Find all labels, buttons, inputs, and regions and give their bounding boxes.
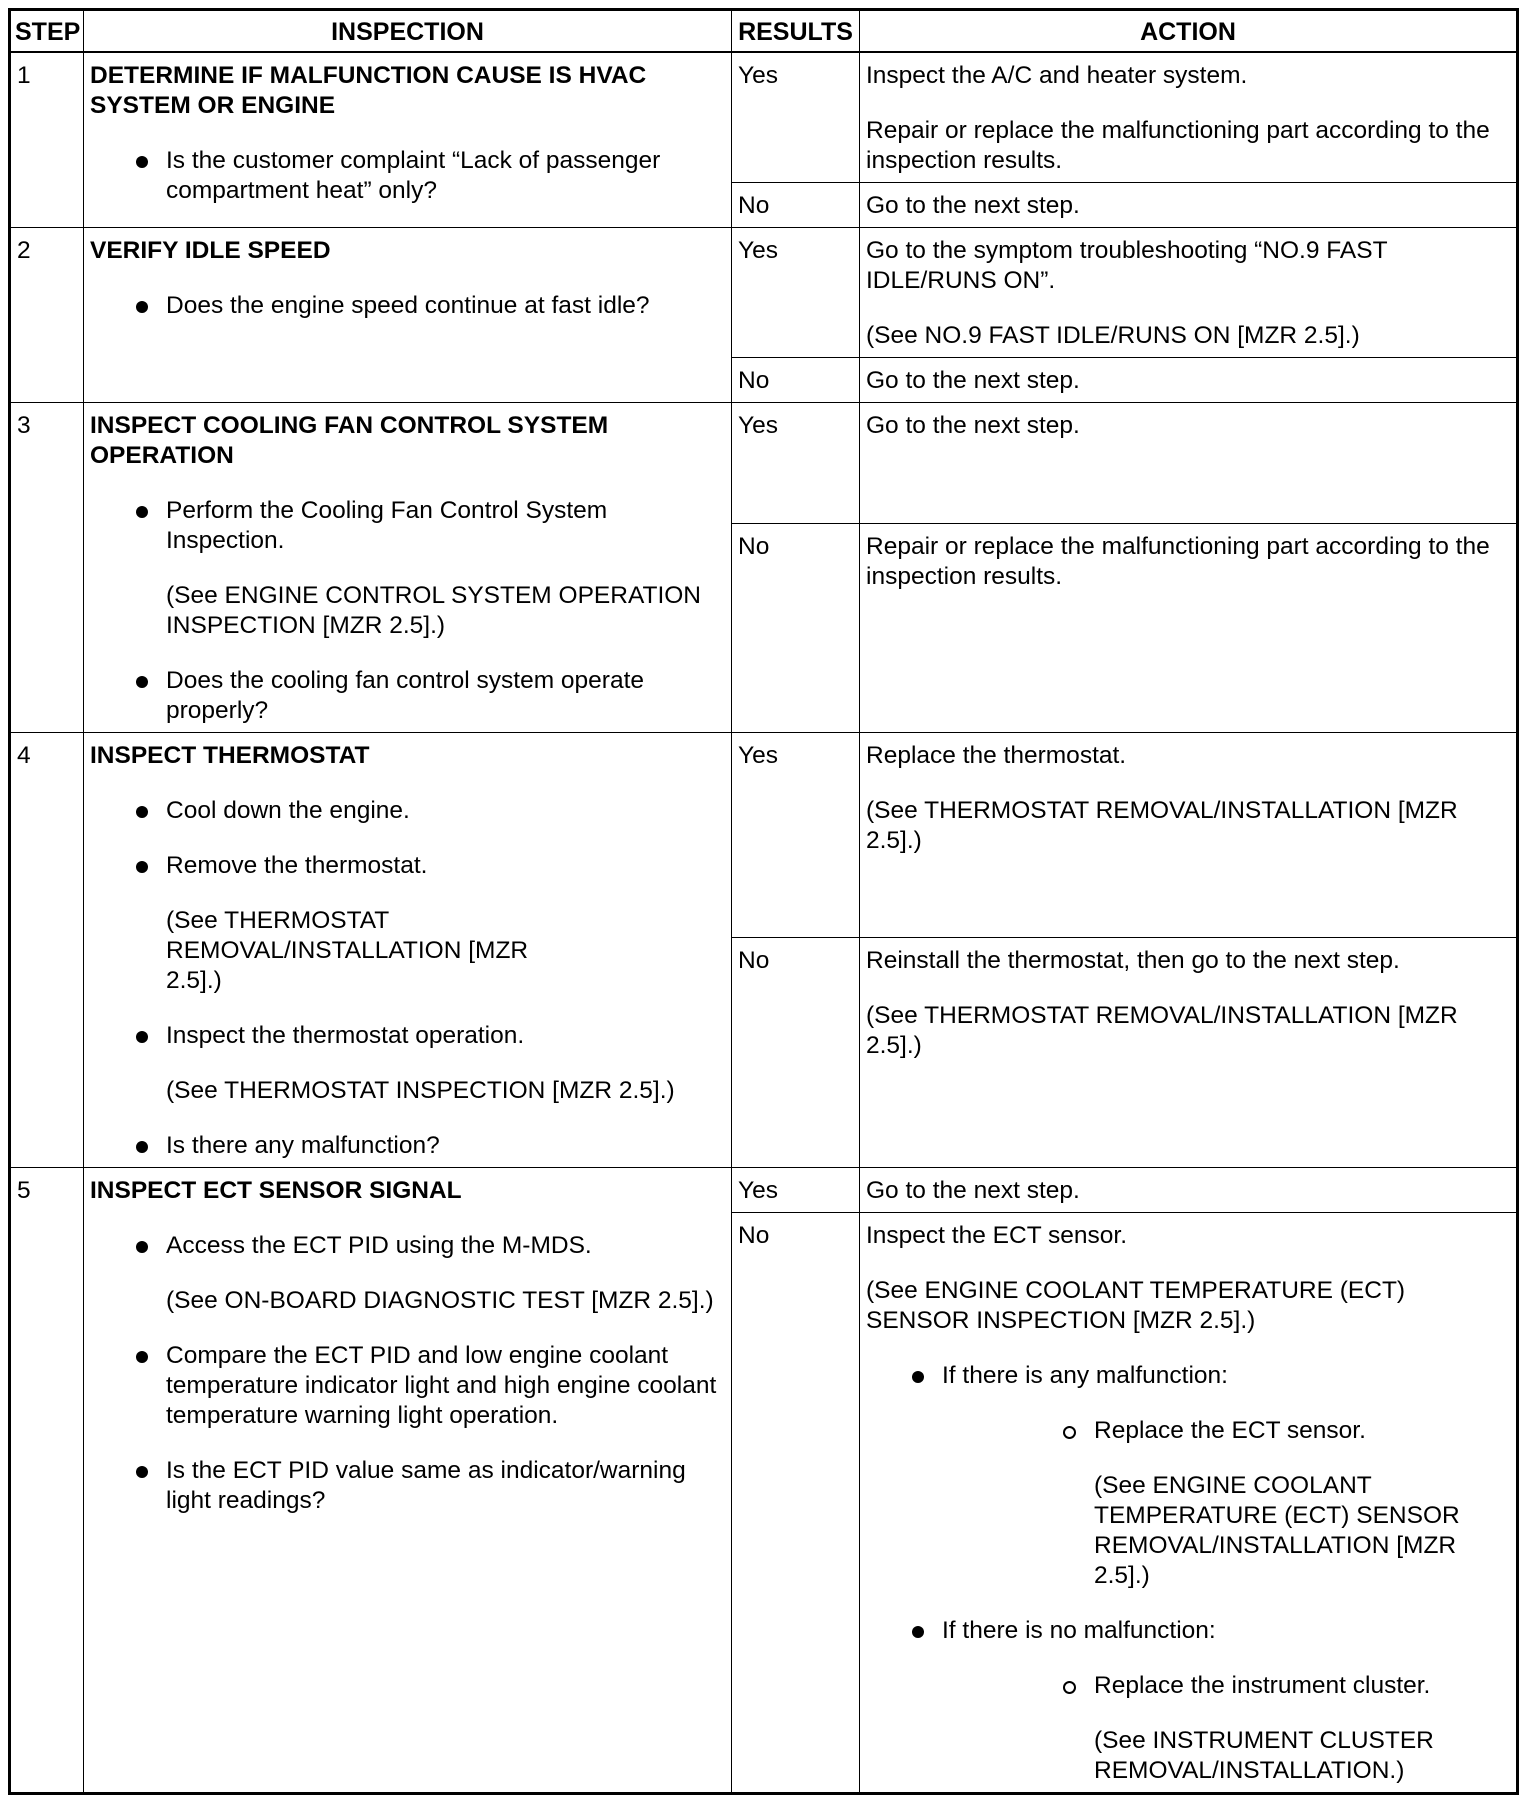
- action-cell: [860, 938, 1518, 1168]
- inspection-bullet: Perform the Cooling Fan Control System Inspection.: [90, 496, 725, 556]
- step-title: INSPECT COOLING FAN CONTROL SYSTEM OPERATION: [90, 412, 609, 469]
- action-text: (See ENGINE COOLANT TEMPERATURE (ECT) SENSOR INSPECTION [MZR 2.5].): [866, 1277, 1406, 1334]
- inspection-bullet: Access the ECT PID using the M-MDS.: [90, 1231, 725, 1261]
- step-number: 5: [10, 1168, 84, 1794]
- action-text: Reinstall the thermostat, then go to the next step.: [866, 947, 1400, 974]
- action-text: Go to the next step.: [866, 412, 1080, 439]
- action-cell: [860, 403, 1518, 524]
- action-cell: [860, 52, 1518, 183]
- action-cell: [860, 1168, 1518, 1213]
- inspection-cell: [84, 1168, 732, 1794]
- inspection-cell: [84, 403, 732, 733]
- action-text: (See THERMOSTAT REMOVAL/INSTALLATION [MZR 2.5].): [866, 1002, 1458, 1059]
- table-row: [10, 403, 1518, 524]
- table-row: [10, 52, 1518, 183]
- inspection-reference: (See THERMOSTAT REMOVAL/INSTALLATION [MZR 2.5].): [166, 907, 529, 994]
- step-number: 3: [10, 403, 84, 733]
- table-row: [10, 228, 1518, 358]
- action-text: Inspect the ECT sensor.: [866, 1222, 1128, 1249]
- action-cell: [860, 524, 1518, 733]
- action-text: (See NO.9 FAST IDLE/RUNS ON [MZR 2.5].): [866, 322, 1360, 349]
- step-title: VERIFY IDLE SPEED: [90, 237, 331, 264]
- inspection-reference: (See ON-BOARD DIAGNOSTIC TEST [MZR 2.5].): [166, 1287, 714, 1314]
- inspection-bullet: Inspect the thermostat operation.: [90, 1021, 725, 1051]
- action-cell: [860, 228, 1518, 358]
- result-no: No: [732, 524, 860, 733]
- action-text: (See THERMOSTAT REMOVAL/INSTALLATION [MZR 2.5].): [866, 797, 1458, 854]
- step-number: 4: [10, 733, 84, 1168]
- inspection-reference: (See THERMOSTAT INSPECTION [MZR 2.5].): [166, 1077, 675, 1104]
- inspection-cell: [84, 733, 732, 1168]
- result-no: No: [732, 183, 860, 228]
- inspection-bullet: Does the engine speed continue at fast idle?: [90, 291, 725, 321]
- inspection-bullet: Does the cooling fan control system operate properly?: [90, 666, 725, 726]
- result-yes: Yes: [732, 733, 860, 938]
- action-text: Go to the symptom troubleshooting “NO.9 FAST IDLE/RUNS ON”.: [866, 237, 1388, 294]
- action-text: Go to the next step.: [866, 1177, 1080, 1204]
- result-yes: Yes: [732, 52, 860, 183]
- action-bullet: If there is any malfunction:: [866, 1361, 1510, 1391]
- result-no: No: [732, 358, 860, 403]
- action-text: Go to the next step.: [866, 192, 1080, 219]
- action-cell: [860, 1213, 1518, 1794]
- header-inspection: INSPECTION: [84, 10, 732, 53]
- inspection-bullet: Is the ECT PID value same as indicator/warning light readings?: [90, 1456, 725, 1516]
- inspection-reference: (See ENGINE CONTROL SYSTEM OPERATION INSPECTION [MZR 2.5].): [166, 582, 702, 639]
- result-yes: Yes: [732, 1168, 860, 1213]
- inspection-cell: [84, 228, 732, 403]
- table-row: [10, 733, 1518, 938]
- inspection-cell: [84, 52, 732, 228]
- step-title: DETERMINE IF MALFUNCTION CAUSE IS HVAC SYSTEM OR ENGINE: [90, 62, 647, 119]
- table-row: [10, 1168, 1518, 1213]
- header-action: ACTION: [860, 10, 1518, 53]
- header-results: RESULTS: [732, 10, 860, 53]
- action-cell: [860, 358, 1518, 403]
- action-reference: (See ENGINE COOLANT TEMPERATURE (ECT) SENSOR REMOVAL/INSTALLATION [MZR 2.5].): [1094, 1472, 1460, 1589]
- result-no: No: [732, 938, 860, 1168]
- header-step: STEP: [10, 10, 84, 53]
- inspection-bullet: Compare the ECT PID and low engine coolant temperature indicator light and high engine coolant temperature warning light operation.: [90, 1341, 725, 1431]
- step-title: INSPECT THERMOSTAT: [90, 742, 370, 769]
- action-text: Inspect the A/C and heater system.: [866, 62, 1248, 89]
- action-sub-bullet: Replace the instrument cluster.: [866, 1671, 1510, 1701]
- action-text: Repair or replace the malfunctioning part according to the inspection results.: [866, 117, 1490, 174]
- result-yes: Yes: [732, 228, 860, 358]
- action-cell: [860, 183, 1518, 228]
- troubleshooting-table: [8, 8, 1519, 1795]
- step-number: 1: [10, 52, 84, 228]
- action-text: Repair or replace the malfunctioning part according to the inspection results.: [866, 533, 1490, 590]
- action-cell: [860, 733, 1518, 938]
- header-row: [10, 10, 1518, 53]
- action-text: Replace the thermostat.: [866, 742, 1127, 769]
- step-number: 2: [10, 228, 84, 403]
- result-no: No: [732, 1213, 860, 1794]
- inspection-bullet: Is there any malfunction?: [90, 1131, 725, 1161]
- action-text: Go to the next step.: [866, 367, 1080, 394]
- inspection-bullet: Is the customer complaint “Lack of passenger compartment heat” only?: [90, 146, 725, 206]
- step-title: INSPECT ECT SENSOR SIGNAL: [90, 1177, 462, 1204]
- action-sub-bullet: Replace the ECT sensor.: [866, 1416, 1510, 1446]
- action-reference: (See INSTRUMENT CLUSTER REMOVAL/INSTALLATION.): [1094, 1727, 1434, 1784]
- inspection-bullet: Remove the thermostat.: [90, 851, 725, 881]
- result-yes: Yes: [732, 403, 860, 524]
- inspection-bullet: Cool down the engine.: [90, 796, 725, 826]
- action-bullet: If there is no malfunction:: [866, 1616, 1510, 1646]
